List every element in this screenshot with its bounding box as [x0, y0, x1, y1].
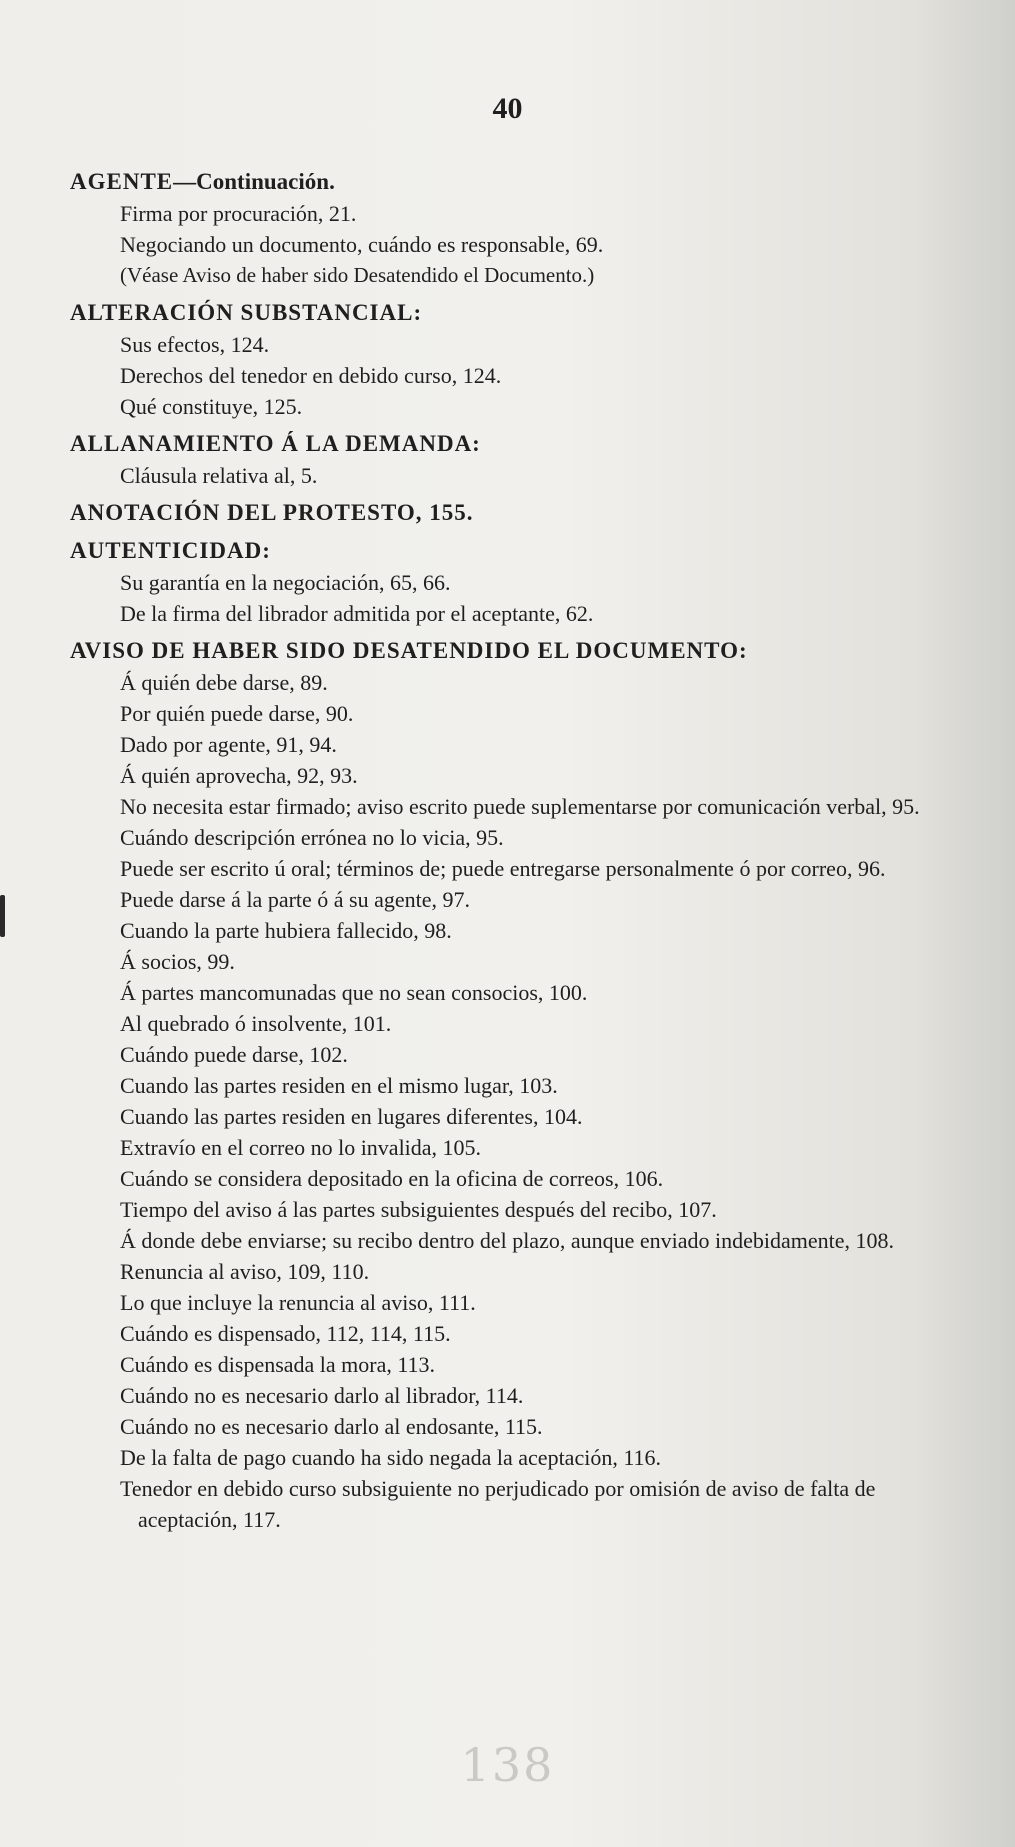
entry-item: De la falta de pago cuando ha sido negada la aceptación, 116.	[120, 1445, 662, 1470]
entry-item: Firma por procuración, 21.	[120, 201, 357, 226]
entry-item: Cuándo es dispensada la mora, 113.	[120, 1352, 436, 1377]
entry-item: Cuando la parte hubiera fallecido, 98.	[120, 918, 452, 943]
index-entry-agente	[70, 165, 980, 291]
entry-item: Cuándo no es necesario darlo al librador, 114.	[120, 1383, 524, 1408]
entry-item: Extravío en el correo no lo invalida, 105.	[120, 1135, 482, 1160]
binding-edge-mark	[0, 895, 5, 937]
entry-item: Cuándo se considera depositado en la oficina de correos, 106.	[120, 1166, 664, 1191]
entry-item: Su garantía en la negociación, 65, 66.	[120, 570, 451, 595]
page-number: 40	[492, 92, 523, 125]
entry-item: Á socios, 99.	[120, 949, 235, 974]
entry-item: Tiempo del aviso á las partes subsiguientes después del recibo, 107.	[120, 1197, 717, 1222]
entry-heading: AVISO DE HABER SIDO DESATENDIDO EL DOCUMENTO:	[70, 638, 748, 663]
entry-item: Lo que incluye la renuncia al aviso, 111.	[120, 1290, 476, 1315]
index-entry-autenticidad	[70, 534, 980, 629]
entry-item: Renuncia al aviso, 109, 110.	[120, 1259, 370, 1284]
entry-item: Dado por agente, 91, 94.	[120, 732, 337, 757]
entry-item: Cuando las partes residen en el mismo lugar, 103.	[120, 1073, 558, 1098]
continuation-label: —Continuación.	[173, 169, 335, 194]
entry-heading: ANOTACIÓN DEL PROTESTO, 155.	[70, 500, 474, 525]
index-entry-anotacion	[70, 496, 980, 529]
entry-item: De la firma del librador admitida por el aceptante, 62.	[120, 601, 594, 626]
entry-item: Cuándo es dispensado, 112, 114, 115.	[120, 1321, 451, 1346]
entry-item: Cláusula relativa al, 5.	[120, 463, 318, 488]
index-entry-aviso	[70, 634, 980, 1535]
entry-item: Á quién debe darse, 89.	[120, 670, 328, 695]
entry-heading: ALLANAMIENTO Á LA DEMANDA:	[70, 431, 481, 456]
entry-item: Negociando un documento, cuándo es responsable, 69.	[120, 232, 604, 257]
entry-item: Cuándo no es necesario darlo al endosante, 115.	[120, 1414, 543, 1439]
entry-item: Puede darse á la parte ó á su agente, 97.	[120, 887, 471, 912]
entry-heading: ALTERACIÓN SUBSTANCIAL:	[70, 300, 423, 325]
entry-item: Á partes mancomunadas que no sean consocios, 100.	[120, 980, 588, 1005]
entry-item: Derechos del tenedor en debido curso, 124.	[120, 363, 502, 388]
entry-item: No necesita estar firmado; aviso escrito puede suplementarse por comunicación verbal, 95.	[120, 794, 920, 819]
entry-item: Á donde debe enviarse; su recibo dentro del plazo, aunque enviado indebidamente, 108.	[120, 1228, 895, 1253]
see-also-reference: (Véase Aviso de haber sido Desatendido el Documento.)	[120, 263, 595, 287]
index-entry-allanamiento	[70, 427, 980, 491]
entry-item: Á quién aprovecha, 92, 93.	[120, 763, 358, 788]
entry-heading	[70, 165, 980, 198]
heading-text: AGENTE	[70, 169, 174, 194]
page-stamp: 138	[460, 1738, 555, 1792]
entry-item: Tenedor en debido curso subsiguiente no perjudicado por omisión de aviso de falta de aceptación, 117.	[120, 1476, 876, 1532]
entry-item: Qué constituye, 125.	[120, 394, 303, 419]
entry-item: Cuándo descripción errónea no lo vicia, 95.	[120, 825, 504, 850]
entry-heading: AUTENTICIDAD:	[70, 538, 271, 563]
entry-item: Cuando las partes residen en lugares diferentes, 104.	[120, 1104, 583, 1129]
entry-item: Sus efectos, 124.	[120, 332, 270, 357]
entry-item: Por quién puede darse, 90.	[120, 701, 354, 726]
entry-item: Cuándo puede darse, 102.	[120, 1042, 348, 1067]
index-entry-alteracion	[70, 296, 980, 422]
entry-item: Al quebrado ó insolvente, 101.	[120, 1011, 392, 1036]
index-entries	[70, 160, 980, 1537]
entry-item: Puede ser escrito ú oral; términos de; puede entregarse personalmente ó por correo, 96.	[120, 856, 886, 881]
